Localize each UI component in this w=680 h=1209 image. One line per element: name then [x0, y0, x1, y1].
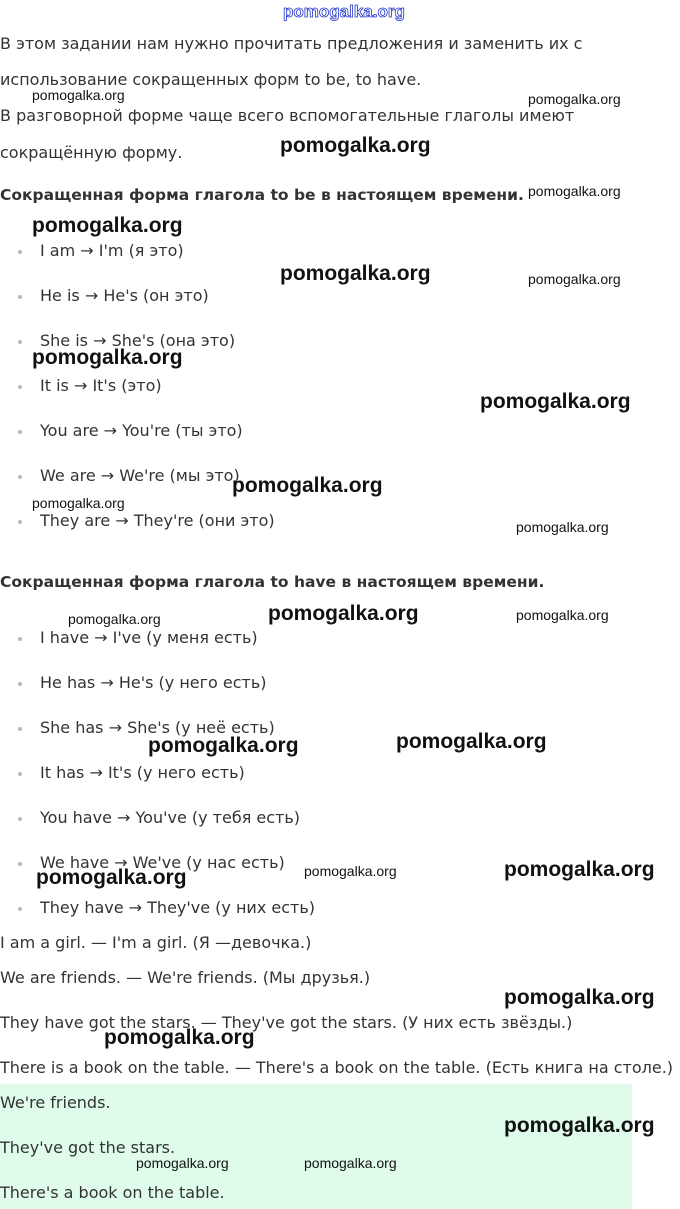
have-item-1: I have → I've (у меня есть) [40, 628, 258, 647]
have-item-4: It has → It's (у него есть) [40, 763, 245, 782]
watermark: pomogalka.org [396, 730, 547, 753]
watermark: pomogalka.org [280, 134, 431, 157]
watermark: pomogalka.org [68, 611, 161, 627]
watermark: pomogalka.org [504, 986, 655, 1009]
bullet [18, 682, 22, 686]
watermark: pomogalka.org [304, 1155, 397, 1171]
watermark: pomogalka.org [480, 390, 631, 413]
watermark: pomogalka.org [32, 87, 125, 103]
bullet [18, 430, 22, 434]
intro-line-3: В разговорной форме чаще всего вспомогательные глаголы имеют [0, 106, 575, 125]
bullet [18, 385, 22, 389]
watermark: pomogalka.org [148, 734, 299, 757]
have-section-heading: Сокращенная форма глагола to have в настоящем времени. [0, 573, 545, 591]
bullet [18, 637, 22, 641]
example-4: There is a book on the table. — There's a book on the table. (Есть книга на столе.) [0, 1058, 674, 1077]
bullet [18, 295, 22, 299]
answer-box [0, 1084, 632, 1209]
watermark: pomogalka.org [280, 262, 431, 285]
watermark: pomogalka.org [268, 602, 419, 625]
be-item-2: He is → He's (он это) [40, 286, 209, 305]
header-watermark: pomogalka.org [283, 2, 405, 21]
watermark: pomogalka.org [36, 866, 187, 889]
watermark: pomogalka.org [32, 214, 183, 237]
have-item-2: He has → He's (у него есть) [40, 673, 267, 692]
bullet [18, 250, 22, 254]
watermark: pomogalka.org [528, 183, 621, 199]
intro-line-1: В этом задании нам нужно прочитать предложения и заменить их с [0, 34, 583, 53]
be-section-heading: Сокращенная форма глагола to be в настоящем времени. [0, 186, 524, 204]
bullet [18, 475, 22, 479]
watermark: pomogalka.org [516, 519, 609, 535]
be-item-4: It is → It's (это) [40, 376, 162, 395]
be-item-3: She is → She's (она это) [40, 331, 236, 350]
be-item-1: I am → I'm (я это) [40, 241, 184, 260]
watermark: pomogalka.org [504, 1114, 655, 1137]
have-item-5: You have → You've (у тебя есть) [40, 808, 301, 827]
intro-line-4: сокращённую форму. [0, 143, 183, 162]
have-item-3: She has → She's (у неё есть) [40, 718, 275, 737]
example-3: They have got the stars. — They've got the stars. (У них есть звёзды.) [0, 1013, 573, 1032]
bullet [18, 727, 22, 731]
answer-line-1: We're friends. [0, 1093, 111, 1112]
bullet [18, 817, 22, 821]
watermark: pomogalka.org [32, 495, 125, 511]
bullet [18, 340, 22, 344]
bullet [18, 862, 22, 866]
watermark: pomogalka.org [104, 1026, 255, 1049]
bullet [18, 520, 22, 524]
watermark: pomogalka.org [304, 863, 397, 879]
have-item-6: We have → We've (у нас есть) [40, 853, 285, 872]
watermark: pomogalka.org [504, 858, 655, 881]
watermark: pomogalka.org [516, 607, 609, 623]
example-1: I am a girl. — I'm a girl. (Я —девочка.) [0, 933, 312, 952]
bullet [18, 907, 22, 911]
intro-line-2: использование сокращенных форм to be, to have. [0, 70, 422, 89]
answer-line-3: There's a book on the table. [0, 1183, 225, 1202]
watermark: pomogalka.org [232, 474, 383, 497]
have-item-7: They have → They've (у них есть) [40, 898, 316, 917]
watermark: pomogalka.org [32, 346, 183, 369]
watermark: pomogalka.org [528, 91, 621, 107]
watermark: pomogalka.org [528, 271, 621, 287]
bullet [18, 772, 22, 776]
watermark: pomogalka.org [136, 1155, 229, 1171]
be-item-5: You are → You're (ты это) [40, 421, 243, 440]
be-item-7: They are → They're (они это) [40, 511, 275, 530]
example-2: We are friends. — We're friends. (Мы друзья.) [0, 968, 371, 987]
be-item-6: We are → We're (мы это) [40, 466, 240, 485]
answer-line-2: They've got the stars. [0, 1138, 176, 1157]
